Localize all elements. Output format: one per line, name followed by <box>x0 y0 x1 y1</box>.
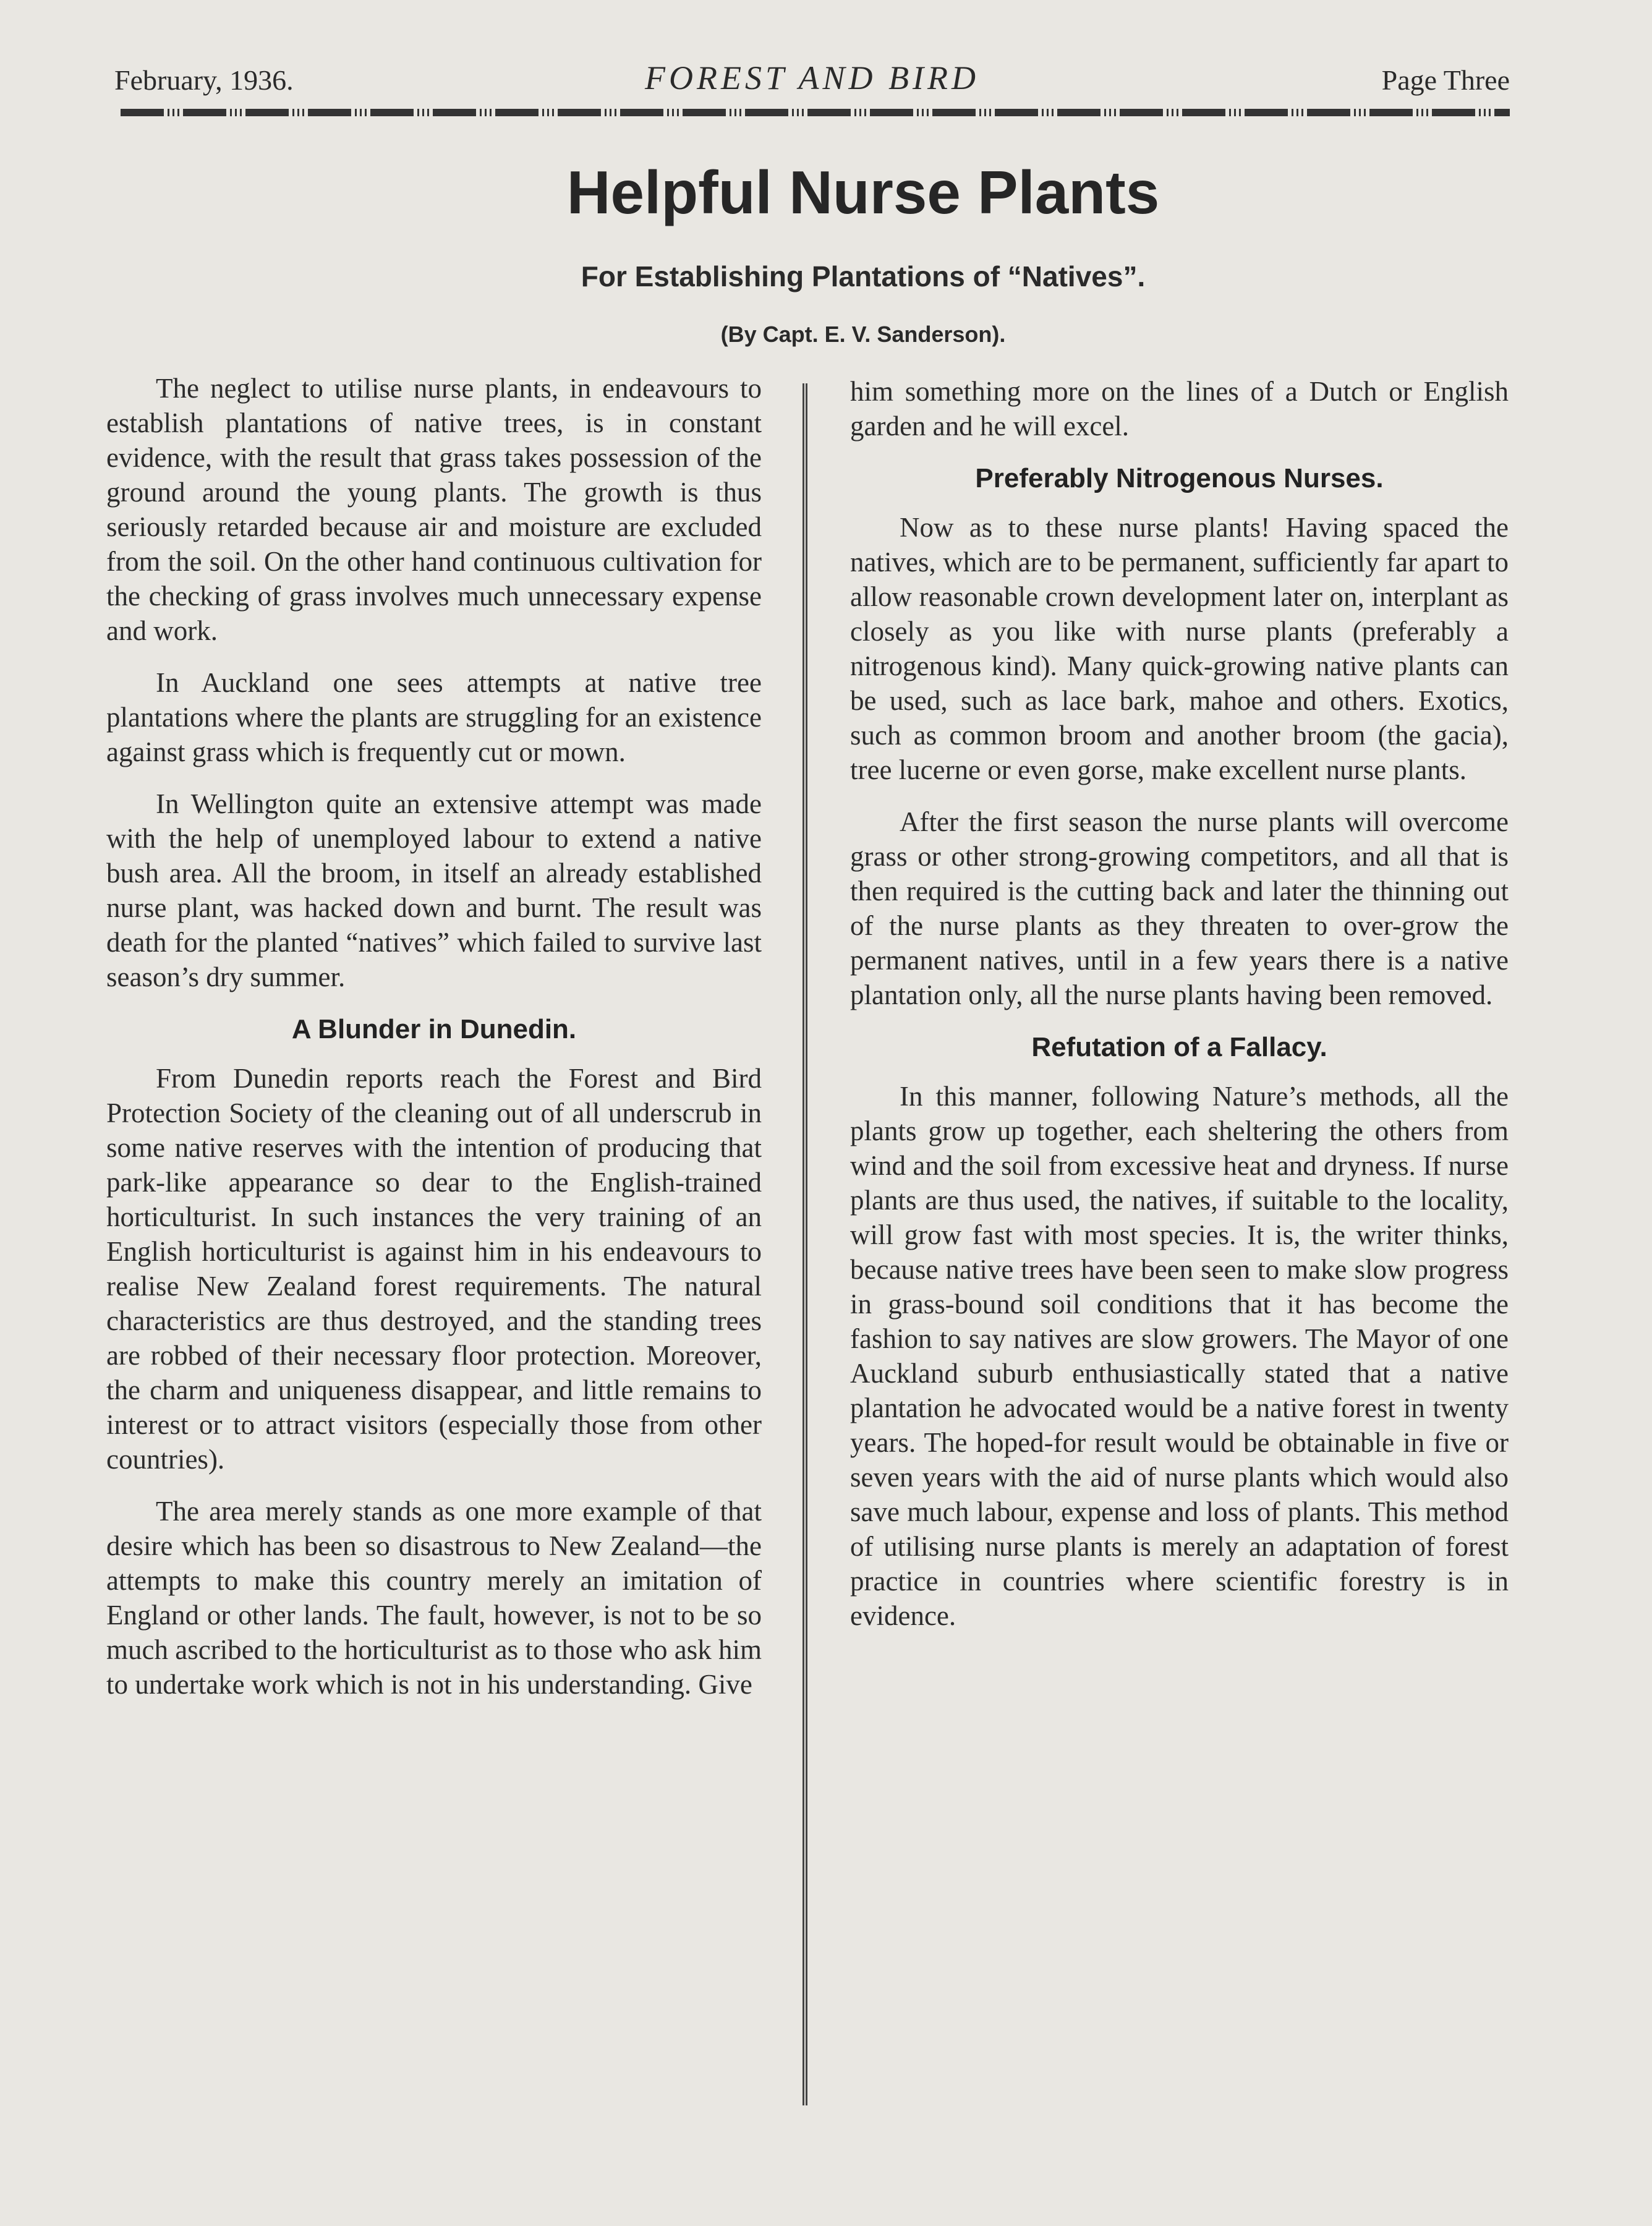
article-title: Helpful Nurse Plants <box>566 158 1160 226</box>
article-byline: (By Capt. E. V. Sanderson). <box>720 322 1006 347</box>
magazine-title: FOREST AND BIRD <box>645 59 979 96</box>
paragraph: After the first season the nurse plants will overcome grass or other strong-growing competitors, and all that is then required is the cutting back and later the thinning out of the nurse plants as they threaten to over-grow the permanent natives, until in a few years there is a native plantation only, all the nurse plants having been removed. <box>850 806 1509 1010</box>
paragraph: him something more on the lines of a Dutch or English garden and he will excel. <box>850 376 1509 441</box>
page-number: Page Three <box>1381 64 1510 96</box>
paragraph: In Wellington quite an extensive attempt was made with the help of unemployed labour to extend a native bush area. All the broom, in itself an already established nurse plant, was hacked down and burnt. The result was death for the planted “natives” which failed to survive last season’s dry summer. <box>106 788 762 992</box>
article-subtitle: For Establishing Plantations of “Natives”. <box>581 260 1146 292</box>
paragraph: The neglect to utilise nurse plants, in endeavours to establish plantations of native trees, is in constant evidence, with the result that grass takes possession of the ground around the young plants. The growth is thus seriously retarded because air and moisture are excluded from the soil. On the other hand continuous cultivation for the checking of grass involves much unnecessary expense and work. <box>106 373 762 646</box>
right-column <box>850 374 1509 1650</box>
section-heading: Refutation of a Fallacy. <box>1031 1032 1327 1062</box>
paragraph: From Dunedin reports reach the Forest and Bird Protection Society of the cleaning out of all underscrub in some native reserves with the intention of producing that park-like appearance so dear to the English-trained horticulturist. In such instances the very training of an English horticulturist is against him in his endeavours to realise New Zealand forest requirements. The natural characteristics are thus destroyed, and the standing trees are robbed of their necessary floor protection. Moreover, the charm and uniqueness disappear, and little remains to interest or to attract visitors (especially those from other countries). <box>106 1063 762 1475</box>
paragraph: The area merely stands as one more example of that desire which has been so disastrous to New Zealand—the attempts to make this country merely an imitation of England or other lands. The fault, however, is not to be so much ascribed to the horticulturist as to those who ask him to undertake work which is not in his understanding. Give <box>106 1496 762 1700</box>
issue-date: February, 1936. <box>114 64 294 96</box>
section-heading: Preferably Nitrogenous Nurses. <box>975 463 1384 493</box>
paragraph: Now as to these nurse plants! Having spaced the natives, which are to be permanent, sufficiently far apart to allow reasonable crown development later on, interplant as closely as you like with nurse plants (preferably a nitrogenous kind). Many quick-growing native plants can be used, such as lace bark, mahoe and others. Exotics, such as common broom and another broom (the gacia), tree lucerne or even gorse, make excellent nurse plants. <box>850 512 1509 785</box>
paragraph: In Auckland one sees attempts at native tree plantations where the plants are struggling for an existence against grass which is frequently cut or mown. <box>106 667 762 767</box>
left-column <box>106 371 762 1719</box>
header-rule <box>121 109 1510 116</box>
column-divider <box>803 383 807 2105</box>
running-head <box>114 59 1510 102</box>
paragraph: In this manner, following Nature’s methods, all the plants grow up together, each sheltering the others from wind and the soil from excessive heat and dryness. If nurse plants are thus used, the natives, if suitable to the locality, will grow fast with most species. It is, the writer thinks, because native trees have been seen to make slow progress in grass-bound soil conditions that it has become the fashion to say natives are slow growers. The Mayor of one Auckland suburb enthusiastically stated that a native plantation he advocated would be a native forest in twenty years. The hoped-for result would be obtainable in five or seven years with the aid of nurse plants which would also save much labour, expense and loss of plants. This method of utilising nurse plants is merely an adaptation of forest practice in countries where scientific forestry is in evidence. <box>850 1081 1509 1631</box>
section-heading: A Blunder in Dunedin. <box>291 1014 577 1044</box>
